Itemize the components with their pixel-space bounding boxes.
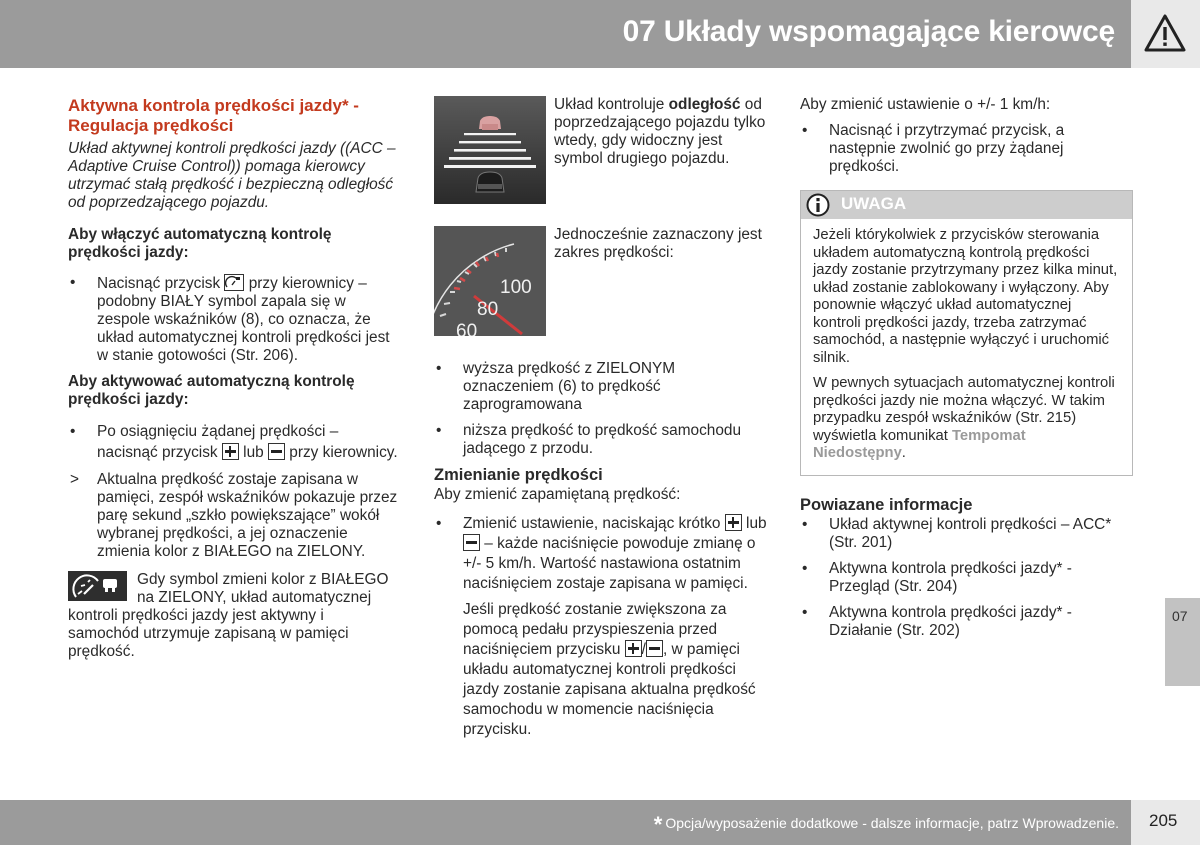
subheading-enable: Aby włączyć automatyczną kontrolę prędkości jazdy: [68,226,332,261]
list-item: • Po osiągnięciu żądanej prędkości – nacisnąć przycisk lub przy kierownicy. [70,423,398,461]
message-text: Tempomat Niedostępny [813,427,1026,461]
note-body [801,219,1132,475]
speed-label-mid: 80 [477,299,499,320]
list-item: • Nacisnąć przycisk przy kierownicy – podobny BIAŁY symbol zapala się w zespole wskaźników (8), co oznacza, że układ automatycznej kontroli prędkości jest w stanie gotowości (Str. 206). [70,274,390,364]
intro-text: Układ aktywnej kontroli prędkości jazdy ((ACC – Adaptive Cruise Control)) pomaga kierowcy utrzymać stałą prędkość i bezpieczną odległość od poprzedzającego pojazdu. [68,140,396,211]
related-heading: Powiazane informacje [800,495,973,514]
speed-label-low: 60 [456,321,478,336]
chapter-title: 07 Układy wspomagające kierowcę [622,15,1115,48]
accelerator-note: Jeśli prędkość zostanie zwiększona za pomocą pedału przyspieszenia przed naciśnięciem przycisku / , w pamięci układu automatycznej kontroli prędkości jazdy zostanie zapisana aktualna prędkość samochodu w momencie naciśnięcia przycisku. [463,601,756,738]
minus-button-icon [646,640,663,657]
activate-steps [68,421,398,463]
fine-adjust-steps [800,122,1133,176]
acc-button-icon [224,274,244,291]
section-heading: Aktywna kontrola prędkości jazdy* - Regulacja prędkości [68,96,359,135]
plus-button-icon [725,514,742,531]
distance-figure-row [434,96,768,214]
speed-figure-row [434,226,768,360]
page-number-box [1131,800,1200,845]
column-3 [800,96,1133,648]
acc-active-symbol-icon [68,571,127,601]
list-item: • Zmienić ustawienie, naciskając krótko lub – każde naciśnięcie powoduje zmianę o +/- 5 km/h. Wartość nastawiona ostatnim naciśnięciem zostaje zapisana w pamięci. Jeśli prędkość zostanie zwiększona za pomocą pedału przyspieszenia przed naciśnięciem przycisku / , w pamięci układu automatycznej kontroli prędkości jazdy zostanie zapisana aktualna prędkość samochodu w momencie naciśnięcia przycisku. [436,515,767,738]
related-link[interactable]: • Układ aktywnej kontroli prędkości – ACC* (Str. 201) [802,515,1112,551]
minus-button-icon [268,443,285,460]
related-link[interactable]: • Aktywna kontrola prędkości jazdy* - Przegląd (Str. 204) [802,559,1072,595]
note-header [801,191,1132,219]
minus-button-icon [463,534,480,551]
fine-adjust-intro: Aby zmienić ustawienie o +/- 1 km/h: [800,96,1051,113]
speed-label-high: 100 [500,277,532,298]
footer-note: * Opcja/wyposażenie dodatkowe - dalsze informacje, patrz Wprowadzenie. [653,812,1119,837]
warning-box [1131,0,1200,68]
plus-button-icon [222,443,239,460]
chapter-tab-label: 07 [1172,608,1188,624]
related-links [800,516,1133,640]
column-1 [68,96,398,661]
page-footer [0,800,1131,845]
info-icon [805,193,831,217]
symbol-description: Gdy symbol zmieni kolor z BIAŁEGO na ZIELONY, układ automatycznej kontroli prędkości jazdy jest aktywny i samochód utrzymuje zapisaną w pamięci prędkość. [68,571,389,660]
speedometer-icon [434,226,546,336]
page-number: 205 [1149,811,1178,830]
speed-range-description: Jednocześnie zaznaczony jest zakres prędkości: [554,226,762,261]
page-header [0,0,1131,68]
related-link[interactable]: • Aktywna kontrola prędkości jazdy* - Działanie (Str. 202) [802,603,1072,639]
note-box [800,190,1133,476]
distance-display-icon [434,96,546,204]
note-paragraph: W pewnych sytuacjach automatycznej kontroli prędkości jazdy nie można włączyć. W takim przypadku zespół wskaźników (Str. 215) wyświetla komunikat Tempomat Niedostępny. [813,375,1115,461]
enable-steps [68,274,398,365]
change-speed-steps [434,514,768,740]
result-marker: > [70,471,79,488]
result-item: > Aktualna prędkość zostaje zapisana w pamięci, zespół wskaźników pokazuje przez parę sekund „szkło powiększające” wokół wybranej prędkości, a jej oznaczenie zmienia kolor z BIAŁEGO na ZIELONY. [70,471,398,560]
speed-range-list [434,360,768,458]
symbol-figure-block [68,571,398,661]
bullet: • [70,423,76,440]
list-item: • wyższa prędkość z ZIELONYM oznaczeniem (6) to prędkość zaprogramowana [436,360,676,413]
note-paragraph: Jeżeli którykolwiek z przycisków sterowania układem automatyczną kontrolą prędkości jazdy zostanie przytrzymany przez kilka minut, układ zostanie zablokowany i wyłączony. Aby ponownie włączyć układ automatycznej kontroli prędkości jazdy, trzeba zatrzymać samochód, a następnie wyłączyć i uruchomić silnik. [813,227,1118,366]
asterisk: * [653,812,663,837]
column-2 [434,96,768,748]
warning-triangle-icon [1143,12,1187,54]
distance-description: Układ kontroluje odległość od poprzedzającego pojazdu tylko wtedy, gdy widoczny jest symbol drugiego pojazdu. [554,96,766,167]
change-speed-heading: Zmienianie prędkości [434,466,603,484]
chapter-tab[interactable] [1165,598,1200,686]
note-title: UWAGA [841,194,907,213]
subheading-activate: Aby aktywować automatyczną kontrolę prędkości jazdy: [68,373,355,408]
list-item: • niższa prędkość to prędkość samochodu jadącego z przodu. [436,422,742,457]
change-speed-intro: Aby zmienić zapamiętaną prędkość: [434,486,681,503]
plus-button-icon [625,640,642,657]
bullet: • [70,274,76,291]
list-item: • Nacisnąć i przytrzymać przycisk, a następnie zwolnić go przy żądanej prędkości. [802,122,1065,175]
